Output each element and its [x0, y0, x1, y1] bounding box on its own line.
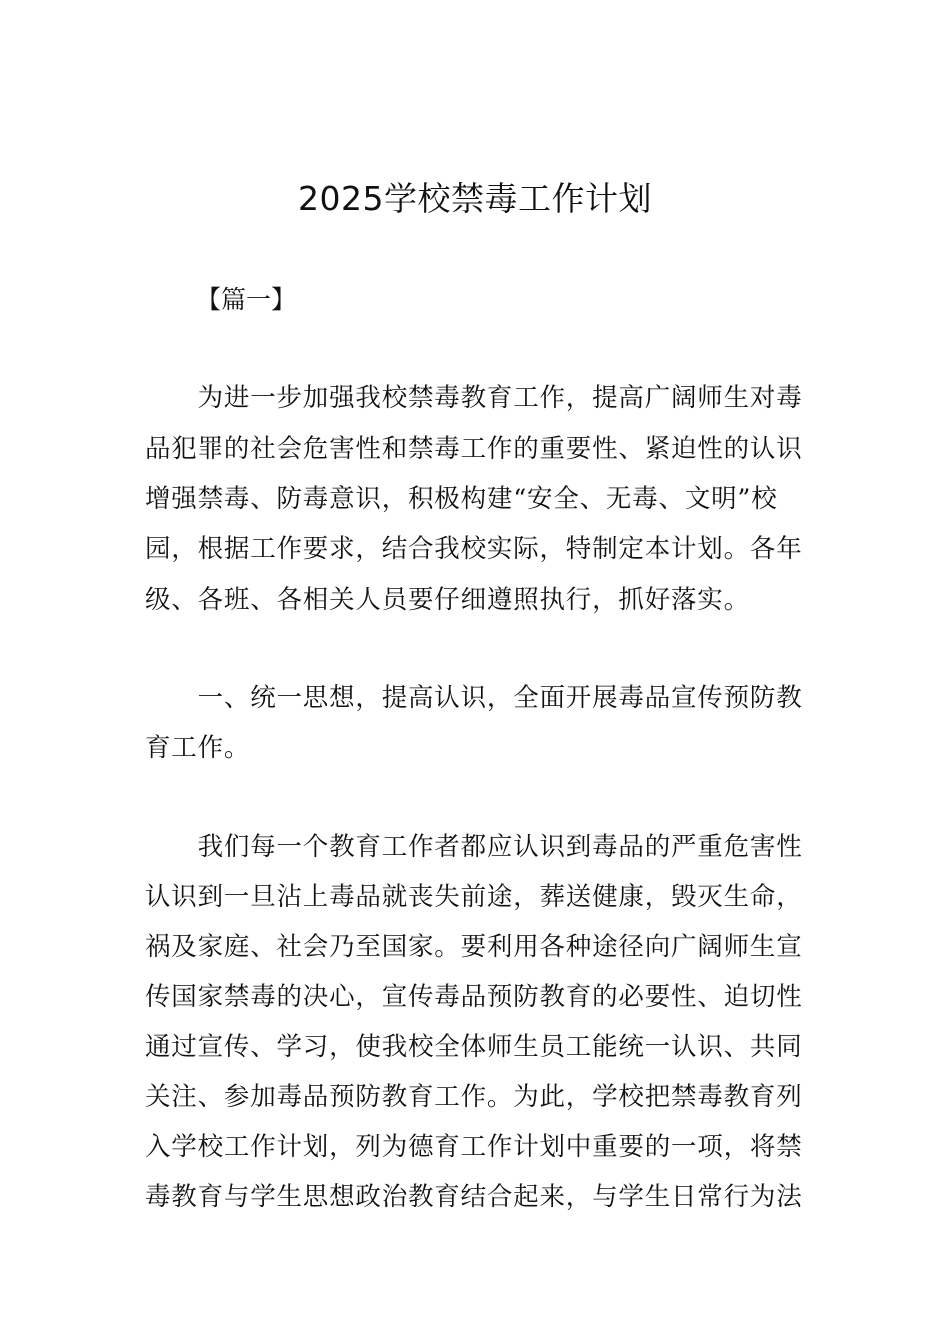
text-line: 为进一步加强我校禁毒教育工作，提高广阔师生对毒 [145, 383, 803, 413]
section-tag: 【篇一】 [196, 285, 297, 314]
text-line: 毒教育与学生思想政治教育结合起来，与学生日常行为法 [145, 1182, 803, 1212]
text-line: 通过宣传、学习，使我校全体师生员工能统一认识、共同 [145, 1032, 803, 1062]
text-line: 级、各班、各相关人员要仔细遵照执行，抓好落实。 [145, 585, 750, 615]
text-line: 一、统一思想，提高认识，全面开展毒品宣传预防教 [145, 683, 803, 713]
text-line: 关注、参加毒品预防教育工作。为此，学校把禁毒教育列 [145, 1082, 803, 1112]
text-line: 传国家禁毒的决心，宣传毒品预防教育的必要性、迫切性 [145, 982, 803, 1012]
text-line: 我们每一个教育工作者都应认识到毒品的严重危害性 [145, 832, 803, 862]
text-line: 认识到一旦沾上毒品就丧失前途，葬送健康，毁灭生命， [145, 882, 803, 912]
text-line: 品犯罪的社会危害性和禁毒工作的重要性、紧迫性的认识 [145, 434, 803, 464]
text-line: 入学校工作计划，列为德育工作计划中重要的一项，将禁 [145, 1132, 803, 1162]
document-title: 2025学校禁毒工作计划 [298, 179, 652, 218]
text-line: 祸及家庭、社会乃至国家。要利用各种途径向广阔师生宣 [145, 932, 803, 962]
text-line: 增强禁毒、防毒意识，积极构建“安全、无毒、文明”校 [145, 484, 778, 514]
text-line: 园，根据工作要求，结合我校实际，特制定本计划。各年 [145, 534, 803, 564]
text-line: 育工作。 [145, 733, 251, 763]
